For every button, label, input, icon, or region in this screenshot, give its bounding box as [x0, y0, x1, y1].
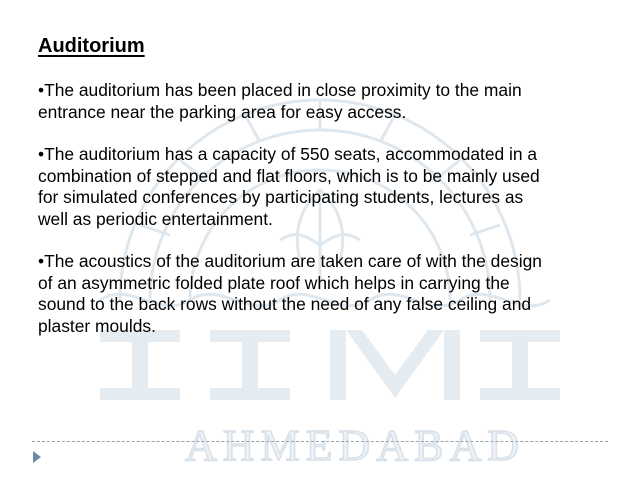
navigation-arrow-icon[interactable] [33, 451, 41, 463]
slide-content [38, 34, 610, 358]
bullet-paragraph: •The auditorium has a capacity of 550 seats, accommodated in a combination of stepped and flat floors, which is to be mainly used for simulated conferences by participating students, lectures as well as periodic entertainment. [38, 144, 540, 229]
slide-title: Auditorium [38, 35, 145, 57]
footer-divider [32, 441, 608, 442]
bullet-paragraph: •The acoustics of the auditorium are taken care of with the design of an asymmetric folded plate roof which helps in carrying the sound to the back rows without the need of any false ceiling and plaster moulds. [38, 251, 542, 336]
watermark-city-text: AHMEDABAD [185, 421, 525, 470]
bullet-paragraph: •The auditorium has been placed in close proximity to the main entrance near the parking area for easy access. [38, 80, 522, 122]
